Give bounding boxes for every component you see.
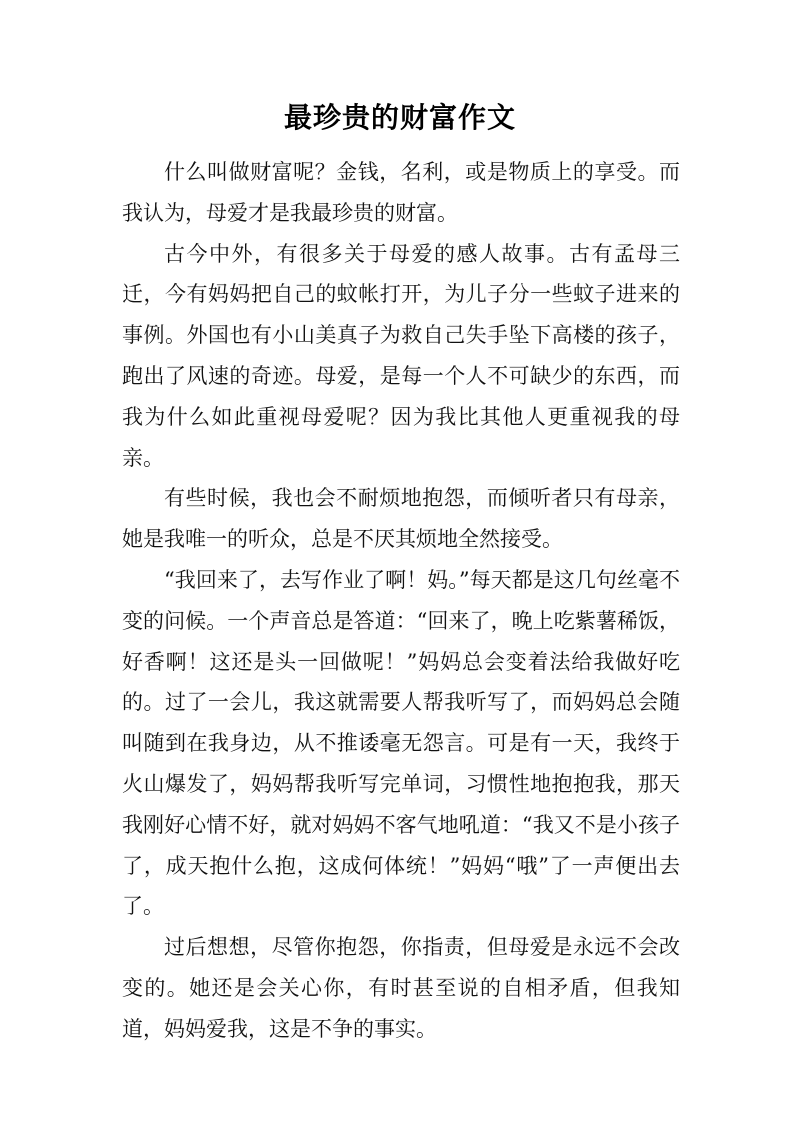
paragraph-5: 过后想想，尽管你抱怨，你指责，但母爱是永远不会改变的。她还是会关心你，有时甚至说的自相矛盾，但我知道，妈妈爱我，这是不争的事实。 [122,935,680,1041]
paragraph-1: 什么叫做财富呢？金钱，名利，或是物质上的享受。而我认为，母爱才是我最珍贵的财富。 [122,160,680,225]
paragraph-2: 古今中外，有很多关于母爱的感人故事。古有孟母三迁，今有妈妈把自己的蚊帐打开，为儿子分一些蚊子进来的事例。外国也有小山美真子为救自己失手坠下高楼的孩子，跑出了风速的奇迹。母爱，是每一个人不可缺少的东西，而我为什么如此重视母爱呢？因为我比其他人更重视我的母亲。 [122,241,680,470]
paragraph-3: 有些时候，我也会不耐烦地抱怨，而倾听者只有母亲，她是我唯一的听众，总是不厌其烦地全然接受。 [122,486,680,552]
document-title: 最珍贵的财富作文 [283,101,516,134]
document-body [122,152,680,1050]
paragraph-4: “我回来了，去写作业了啊！妈。”每天都是这几句丝毫不变的问候。一个声音总是答道：“回来了，晚上吃紫薯稀饭，好香啊！这还是头一回做呢！”妈妈总会变着法给我做好吃的。过了一会儿，我这就需要人帮我听写了，而妈妈总会随叫随到在我身边，从不推诿毫无怨言。可是有一天，我终于火山爆发了，妈妈帮我听写完单词，习惯性地抱抱我，那天我刚好心情不好，就对妈妈不客气地吼道：“我又不是小孩子了，成天抱什么抱，这成何体统！”妈妈“哦”了一声便出去了。 [122,567,680,919]
